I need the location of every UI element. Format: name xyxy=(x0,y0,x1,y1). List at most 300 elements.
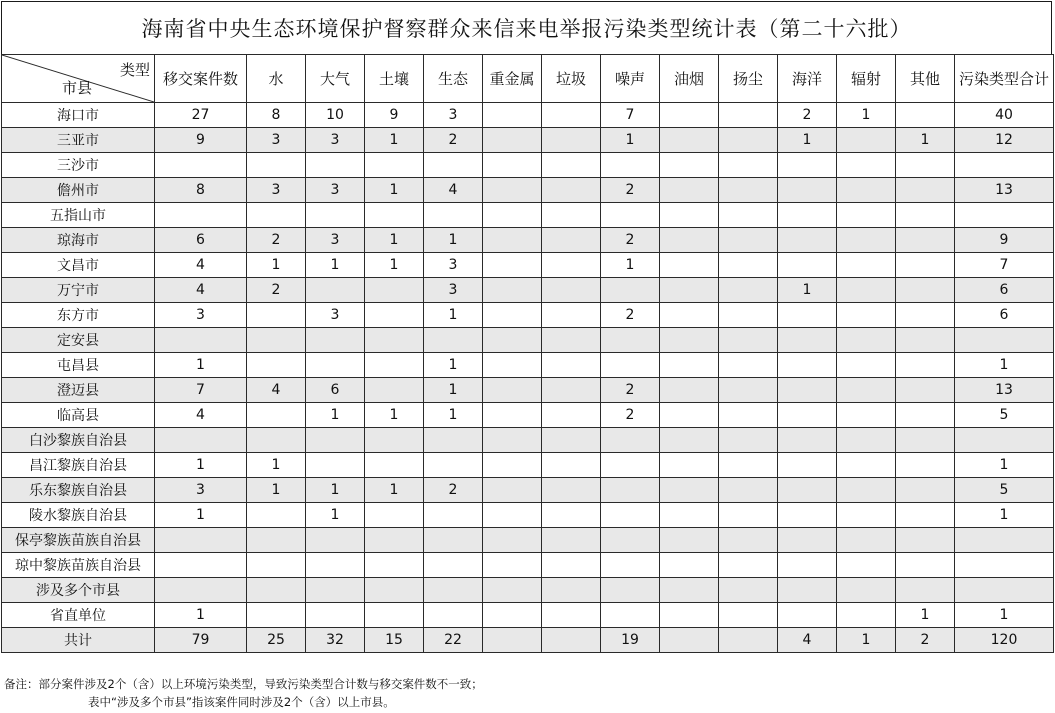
table-cell[interactable] xyxy=(365,553,424,578)
table-cell[interactable] xyxy=(542,578,601,603)
table-cell[interactable] xyxy=(542,378,601,403)
table-cell[interactable] xyxy=(719,528,778,553)
row-city-cell[interactable]: 陵水黎族自治县 xyxy=(2,503,155,528)
table-cell[interactable] xyxy=(365,378,424,403)
table-cell[interactable] xyxy=(155,153,247,178)
table-cell[interactable] xyxy=(837,478,896,503)
table-cell[interactable] xyxy=(837,403,896,428)
table-cell[interactable]: 1 xyxy=(155,453,247,478)
table-cell[interactable] xyxy=(483,553,542,578)
table-cell[interactable] xyxy=(542,178,601,203)
table-cell[interactable]: 1 xyxy=(424,353,483,378)
table-cell[interactable] xyxy=(719,403,778,428)
table-cell[interactable]: 1 xyxy=(247,478,306,503)
table-cell[interactable] xyxy=(955,553,1054,578)
column-header[interactable]: 水 xyxy=(247,55,306,103)
table-cell[interactable]: 12 xyxy=(955,128,1054,153)
table-cell[interactable] xyxy=(778,453,837,478)
table-cell[interactable] xyxy=(424,553,483,578)
table-cell[interactable] xyxy=(483,328,542,353)
table-cell[interactable] xyxy=(896,303,955,328)
table-cell[interactable] xyxy=(483,428,542,453)
table-cell[interactable] xyxy=(483,478,542,503)
table-cell[interactable] xyxy=(719,353,778,378)
table-cell[interactable]: 1 xyxy=(155,353,247,378)
table-cell[interactable] xyxy=(719,128,778,153)
row-city-cell[interactable]: 澄迈县 xyxy=(2,378,155,403)
table-cell[interactable] xyxy=(837,128,896,153)
table-cell[interactable] xyxy=(660,328,719,353)
table-cell[interactable] xyxy=(542,528,601,553)
table-cell[interactable] xyxy=(155,553,247,578)
table-cell[interactable] xyxy=(306,153,365,178)
table-cell[interactable] xyxy=(542,628,601,653)
column-header[interactable]: 重金属 xyxy=(483,55,542,103)
table-cell[interactable] xyxy=(778,303,837,328)
table-cell[interactable] xyxy=(601,428,660,453)
table-cell[interactable] xyxy=(896,503,955,528)
table-cell[interactable] xyxy=(542,553,601,578)
table-cell[interactable] xyxy=(365,603,424,628)
row-city-cell[interactable]: 儋州市 xyxy=(2,178,155,203)
row-city-cell[interactable]: 保亭黎族苗族自治县 xyxy=(2,528,155,553)
table-cell[interactable] xyxy=(247,403,306,428)
table-cell[interactable] xyxy=(778,603,837,628)
table-cell[interactable] xyxy=(601,278,660,303)
table-cell[interactable]: 1 xyxy=(155,603,247,628)
table-cell[interactable] xyxy=(778,153,837,178)
table-cell[interactable] xyxy=(837,378,896,403)
table-cell[interactable] xyxy=(896,178,955,203)
table-cell[interactable] xyxy=(601,478,660,503)
table-cell[interactable]: 2 xyxy=(424,128,483,153)
table-cell[interactable]: 5 xyxy=(955,478,1054,503)
table-cell[interactable] xyxy=(778,528,837,553)
table-cell[interactable] xyxy=(837,278,896,303)
table-cell[interactable]: 1 xyxy=(365,228,424,253)
table-cell[interactable] xyxy=(306,453,365,478)
table-cell[interactable] xyxy=(837,303,896,328)
table-cell[interactable]: 1 xyxy=(365,128,424,153)
table-cell[interactable]: 32 xyxy=(306,628,365,653)
table-cell[interactable]: 3 xyxy=(306,228,365,253)
table-cell[interactable]: 22 xyxy=(424,628,483,653)
table-cell[interactable] xyxy=(896,578,955,603)
table-cell[interactable] xyxy=(896,553,955,578)
table-cell[interactable]: 15 xyxy=(365,628,424,653)
table-cell[interactable] xyxy=(247,328,306,353)
column-header[interactable]: 大气 xyxy=(306,55,365,103)
table-cell[interactable] xyxy=(365,503,424,528)
table-cell[interactable] xyxy=(306,353,365,378)
table-cell[interactable]: 79 xyxy=(155,628,247,653)
table-cell[interactable]: 3 xyxy=(155,303,247,328)
table-cell[interactable] xyxy=(483,153,542,178)
table-cell[interactable] xyxy=(306,578,365,603)
table-cell[interactable] xyxy=(542,103,601,128)
table-cell[interactable] xyxy=(424,453,483,478)
table-cell[interactable]: 2 xyxy=(601,303,660,328)
table-cell[interactable] xyxy=(719,553,778,578)
table-cell[interactable] xyxy=(660,153,719,178)
table-cell[interactable]: 6 xyxy=(955,278,1054,303)
table-cell[interactable] xyxy=(896,353,955,378)
table-cell[interactable]: 6 xyxy=(955,303,1054,328)
table-cell[interactable] xyxy=(247,553,306,578)
table-cell[interactable] xyxy=(719,453,778,478)
table-cell[interactable] xyxy=(719,478,778,503)
table-cell[interactable]: 1 xyxy=(306,503,365,528)
table-cell[interactable] xyxy=(719,103,778,128)
table-cell[interactable]: 3 xyxy=(424,253,483,278)
table-cell[interactable] xyxy=(247,353,306,378)
table-cell[interactable]: 1 xyxy=(837,103,896,128)
table-cell[interactable] xyxy=(542,403,601,428)
table-cell[interactable]: 2 xyxy=(601,228,660,253)
table-cell[interactable] xyxy=(719,278,778,303)
table-cell[interactable]: 1 xyxy=(424,378,483,403)
row-city-cell[interactable]: 五指山市 xyxy=(2,203,155,228)
table-cell[interactable] xyxy=(601,153,660,178)
row-city-cell[interactable]: 白沙黎族自治县 xyxy=(2,428,155,453)
table-cell[interactable] xyxy=(601,553,660,578)
table-cell[interactable]: 40 xyxy=(955,103,1054,128)
table-cell[interactable] xyxy=(660,628,719,653)
table-cell[interactable]: 1 xyxy=(365,178,424,203)
table-cell[interactable] xyxy=(155,428,247,453)
table-cell[interactable] xyxy=(955,328,1054,353)
table-cell[interactable]: 3 xyxy=(424,103,483,128)
table-cell[interactable] xyxy=(719,603,778,628)
table-cell[interactable] xyxy=(837,428,896,453)
row-city-cell[interactable]: 海口市 xyxy=(2,103,155,128)
table-cell[interactable] xyxy=(424,603,483,628)
table-cell[interactable] xyxy=(955,203,1054,228)
table-cell[interactable] xyxy=(719,628,778,653)
row-city-cell[interactable]: 定安县 xyxy=(2,328,155,353)
table-cell[interactable] xyxy=(365,353,424,378)
table-cell[interactable]: 5 xyxy=(955,403,1054,428)
table-cell[interactable]: 1 xyxy=(955,353,1054,378)
table-cell[interactable]: 7 xyxy=(155,378,247,403)
table-cell[interactable] xyxy=(542,278,601,303)
column-header[interactable]: 油烟 xyxy=(660,55,719,103)
table-cell[interactable] xyxy=(660,378,719,403)
table-cell[interactable] xyxy=(306,203,365,228)
table-cell[interactable] xyxy=(660,253,719,278)
table-cell[interactable] xyxy=(837,553,896,578)
table-cell[interactable] xyxy=(778,403,837,428)
column-header[interactable]: 垃圾 xyxy=(542,55,601,103)
table-cell[interactable]: 4 xyxy=(155,253,247,278)
table-cell[interactable] xyxy=(483,603,542,628)
table-cell[interactable]: 1 xyxy=(955,603,1054,628)
table-cell[interactable] xyxy=(896,278,955,303)
table-cell[interactable] xyxy=(365,428,424,453)
column-header[interactable]: 土壤 xyxy=(365,55,424,103)
table-cell[interactable] xyxy=(896,228,955,253)
table-cell[interactable] xyxy=(542,453,601,478)
row-city-cell[interactable]: 昌江黎族自治县 xyxy=(2,453,155,478)
table-cell[interactable] xyxy=(601,603,660,628)
table-cell[interactable] xyxy=(424,578,483,603)
table-cell[interactable]: 2 xyxy=(601,178,660,203)
column-header[interactable]: 扬尘 xyxy=(719,55,778,103)
table-cell[interactable]: 9 xyxy=(365,103,424,128)
row-city-cell[interactable]: 东方市 xyxy=(2,303,155,328)
table-cell[interactable] xyxy=(778,428,837,453)
table-cell[interactable] xyxy=(660,553,719,578)
table-cell[interactable] xyxy=(955,153,1054,178)
table-cell[interactable]: 3 xyxy=(155,478,247,503)
column-header[interactable]: 污染类型合计 xyxy=(955,55,1054,103)
table-cell[interactable] xyxy=(483,253,542,278)
table-cell[interactable] xyxy=(896,403,955,428)
table-cell[interactable] xyxy=(483,278,542,303)
table-cell[interactable]: 4 xyxy=(247,378,306,403)
row-city-cell[interactable]: 琼海市 xyxy=(2,228,155,253)
table-cell[interactable]: 9 xyxy=(955,228,1054,253)
table-cell[interactable] xyxy=(896,328,955,353)
table-cell[interactable] xyxy=(542,253,601,278)
column-header[interactable]: 生态 xyxy=(424,55,483,103)
table-cell[interactable]: 1 xyxy=(247,253,306,278)
table-cell[interactable] xyxy=(778,253,837,278)
table-cell[interactable] xyxy=(306,603,365,628)
table-cell[interactable] xyxy=(483,228,542,253)
row-city-cell[interactable]: 琼中黎族苗族自治县 xyxy=(2,553,155,578)
table-cell[interactable] xyxy=(778,503,837,528)
table-cell[interactable]: 1 xyxy=(424,228,483,253)
row-city-cell[interactable]: 共计 xyxy=(2,628,155,653)
table-cell[interactable] xyxy=(365,203,424,228)
table-cell[interactable] xyxy=(660,203,719,228)
table-cell[interactable] xyxy=(483,578,542,603)
table-cell[interactable]: 2 xyxy=(247,278,306,303)
table-cell[interactable] xyxy=(660,303,719,328)
table-cell[interactable] xyxy=(837,178,896,203)
table-cell[interactable] xyxy=(778,328,837,353)
table-cell[interactable] xyxy=(896,428,955,453)
table-cell[interactable]: 4 xyxy=(424,178,483,203)
table-cell[interactable] xyxy=(719,253,778,278)
table-cell[interactable] xyxy=(483,403,542,428)
table-cell[interactable] xyxy=(306,278,365,303)
table-cell[interactable] xyxy=(660,428,719,453)
table-cell[interactable] xyxy=(601,503,660,528)
table-cell[interactable] xyxy=(483,128,542,153)
table-cell[interactable] xyxy=(542,428,601,453)
table-cell[interactable]: 1 xyxy=(424,303,483,328)
table-cell[interactable] xyxy=(306,528,365,553)
table-cell[interactable] xyxy=(365,453,424,478)
table-cell[interactable] xyxy=(955,528,1054,553)
table-cell[interactable] xyxy=(247,503,306,528)
table-cell[interactable]: 6 xyxy=(155,228,247,253)
table-cell[interactable] xyxy=(542,478,601,503)
table-cell[interactable] xyxy=(542,503,601,528)
table-cell[interactable] xyxy=(542,328,601,353)
table-cell[interactable]: 1 xyxy=(778,128,837,153)
table-cell[interactable] xyxy=(601,453,660,478)
row-city-cell[interactable]: 屯昌县 xyxy=(2,353,155,378)
table-cell[interactable]: 3 xyxy=(306,128,365,153)
table-cell[interactable]: 2 xyxy=(896,628,955,653)
table-cell[interactable] xyxy=(306,553,365,578)
table-cell[interactable] xyxy=(542,303,601,328)
table-cell[interactable] xyxy=(778,353,837,378)
table-cell[interactable] xyxy=(778,203,837,228)
table-cell[interactable] xyxy=(837,228,896,253)
table-cell[interactable]: 1 xyxy=(365,253,424,278)
table-cell[interactable] xyxy=(365,328,424,353)
table-cell[interactable] xyxy=(896,378,955,403)
table-cell[interactable] xyxy=(247,428,306,453)
table-cell[interactable]: 1 xyxy=(306,478,365,503)
table-cell[interactable]: 3 xyxy=(247,178,306,203)
table-cell[interactable] xyxy=(837,503,896,528)
table-cell[interactable] xyxy=(483,503,542,528)
column-header[interactable]: 移交案件数 xyxy=(155,55,247,103)
table-cell[interactable] xyxy=(542,603,601,628)
table-cell[interactable]: 1 xyxy=(601,128,660,153)
table-cell[interactable] xyxy=(365,528,424,553)
table-cell[interactable] xyxy=(896,153,955,178)
table-cell[interactable] xyxy=(424,153,483,178)
table-cell[interactable]: 1 xyxy=(955,503,1054,528)
table-cell[interactable]: 2 xyxy=(424,478,483,503)
table-cell[interactable] xyxy=(365,303,424,328)
table-cell[interactable] xyxy=(778,553,837,578)
table-cell[interactable] xyxy=(660,128,719,153)
table-cell[interactable] xyxy=(896,253,955,278)
table-cell[interactable] xyxy=(155,328,247,353)
table-cell[interactable]: 1 xyxy=(155,503,247,528)
table-cell[interactable] xyxy=(424,503,483,528)
row-city-cell[interactable]: 三亚市 xyxy=(2,128,155,153)
table-cell[interactable]: 1 xyxy=(365,403,424,428)
table-cell[interactable]: 3 xyxy=(424,278,483,303)
table-cell[interactable] xyxy=(424,203,483,228)
table-cell[interactable]: 1 xyxy=(896,128,955,153)
table-cell[interactable] xyxy=(660,453,719,478)
table-cell[interactable] xyxy=(896,103,955,128)
column-header[interactable]: 其他 xyxy=(896,55,955,103)
table-cell[interactable] xyxy=(660,228,719,253)
table-cell[interactable]: 1 xyxy=(424,403,483,428)
table-cell[interactable]: 2 xyxy=(247,228,306,253)
table-cell[interactable] xyxy=(247,603,306,628)
table-cell[interactable]: 2 xyxy=(778,103,837,128)
table-cell[interactable]: 1 xyxy=(365,478,424,503)
table-cell[interactable] xyxy=(424,428,483,453)
column-header[interactable]: 辐射 xyxy=(837,55,896,103)
table-cell[interactable] xyxy=(306,428,365,453)
table-cell[interactable] xyxy=(837,453,896,478)
table-cell[interactable] xyxy=(247,528,306,553)
table-cell[interactable]: 1 xyxy=(778,278,837,303)
table-cell[interactable] xyxy=(247,578,306,603)
row-city-cell[interactable]: 万宁市 xyxy=(2,278,155,303)
column-header[interactable]: 海洋 xyxy=(778,55,837,103)
table-cell[interactable]: 1 xyxy=(306,403,365,428)
row-city-cell[interactable]: 省直单位 xyxy=(2,603,155,628)
table-cell[interactable] xyxy=(837,203,896,228)
table-cell[interactable] xyxy=(601,203,660,228)
table-cell[interactable]: 120 xyxy=(955,628,1054,653)
table-cell[interactable]: 13 xyxy=(955,178,1054,203)
corner-header-cell[interactable] xyxy=(2,55,155,103)
table-cell[interactable] xyxy=(155,203,247,228)
table-cell[interactable] xyxy=(837,253,896,278)
table-cell[interactable] xyxy=(660,503,719,528)
table-cell[interactable] xyxy=(719,578,778,603)
table-cell[interactable] xyxy=(837,578,896,603)
table-cell[interactable]: 7 xyxy=(601,103,660,128)
table-cell[interactable] xyxy=(155,578,247,603)
table-cell[interactable] xyxy=(719,503,778,528)
table-cell[interactable] xyxy=(660,603,719,628)
table-cell[interactable] xyxy=(306,328,365,353)
table-cell[interactable] xyxy=(542,353,601,378)
table-cell[interactable] xyxy=(778,578,837,603)
table-cell[interactable]: 13 xyxy=(955,378,1054,403)
table-cell[interactable] xyxy=(837,328,896,353)
table-cell[interactable] xyxy=(955,428,1054,453)
row-city-cell[interactable]: 乐东黎族自治县 xyxy=(2,478,155,503)
table-cell[interactable]: 7 xyxy=(955,253,1054,278)
row-city-cell[interactable]: 临高县 xyxy=(2,403,155,428)
table-cell[interactable]: 4 xyxy=(778,628,837,653)
table-cell[interactable]: 25 xyxy=(247,628,306,653)
table-cell[interactable] xyxy=(365,153,424,178)
table-cell[interactable] xyxy=(483,103,542,128)
table-cell[interactable] xyxy=(837,353,896,378)
table-cell[interactable] xyxy=(896,203,955,228)
table-cell[interactable] xyxy=(719,153,778,178)
table-cell[interactable]: 1 xyxy=(896,603,955,628)
table-cell[interactable] xyxy=(837,528,896,553)
table-cell[interactable] xyxy=(365,578,424,603)
table-cell[interactable]: 1 xyxy=(601,253,660,278)
table-cell[interactable]: 8 xyxy=(155,178,247,203)
table-cell[interactable]: 1 xyxy=(306,253,365,278)
table-cell[interactable] xyxy=(837,153,896,178)
table-cell[interactable] xyxy=(155,528,247,553)
table-cell[interactable]: 4 xyxy=(155,278,247,303)
table-cell[interactable] xyxy=(660,278,719,303)
row-city-cell[interactable]: 三沙市 xyxy=(2,153,155,178)
table-cell[interactable] xyxy=(483,203,542,228)
table-cell[interactable] xyxy=(424,328,483,353)
table-cell[interactable] xyxy=(601,578,660,603)
table-cell[interactable] xyxy=(660,103,719,128)
table-cell[interactable]: 2 xyxy=(601,403,660,428)
table-cell[interactable] xyxy=(896,528,955,553)
table-cell[interactable] xyxy=(660,528,719,553)
table-cell[interactable] xyxy=(483,178,542,203)
table-cell[interactable] xyxy=(896,453,955,478)
table-cell[interactable] xyxy=(542,153,601,178)
row-city-cell[interactable]: 涉及多个市县 xyxy=(2,578,155,603)
column-header[interactable]: 噪声 xyxy=(601,55,660,103)
table-cell[interactable] xyxy=(719,328,778,353)
table-cell[interactable] xyxy=(778,228,837,253)
table-cell[interactable]: 1 xyxy=(247,453,306,478)
table-cell[interactable] xyxy=(778,478,837,503)
table-cell[interactable]: 3 xyxy=(306,178,365,203)
table-cell[interactable]: 19 xyxy=(601,628,660,653)
